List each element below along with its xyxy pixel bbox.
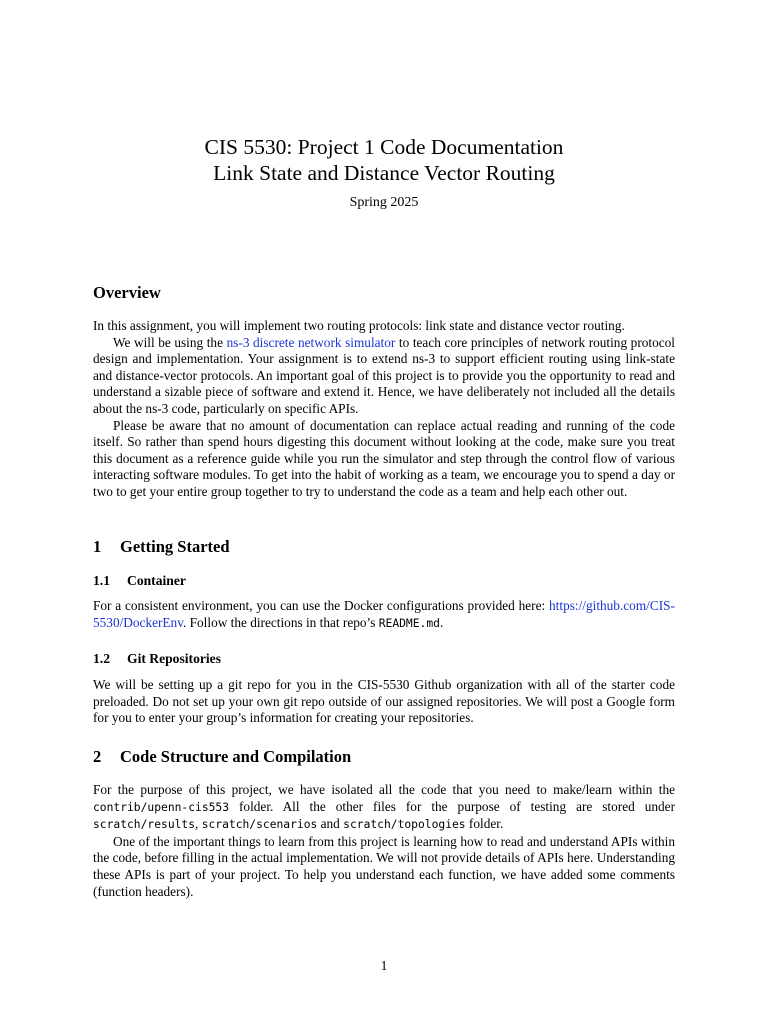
code-structure-text-a: For the purpose of this project, we have isolated all the code that you need to make/learn within the bbox=[93, 782, 675, 797]
code-structure-text-b: folder. All the other files for the purpose of testing are stored under bbox=[229, 798, 675, 814]
code-structure-text-c: , bbox=[195, 816, 202, 832]
code-structure-paragraph-2: One of the important things to learn from this project is learning how to read and understand APIs within the code, before filling in the actual implementation. We will not provide details of APIs here. Understanding these APIs is part of your project. To help you understand each function, we have added some comments (function headers). bbox=[93, 833, 675, 899]
section-1-title: Getting Started bbox=[120, 537, 230, 556]
readme-code: README.md bbox=[378, 616, 440, 630]
overview-p2-post: to teach core principles of network routing protocol design and implementation. Your assignment is to extend ns-3 to support efficient routing using link-state and distance-vector protocols. An important goal of this project is to provide you the opportunity to read and understand a sizable piece of software and extend it. Hence, we have deliberately not included all the details about the ns-3 code, particularly on specific APIs. bbox=[93, 334, 675, 416]
subsection-1-1-body bbox=[93, 598, 675, 632]
container-paragraph bbox=[93, 598, 675, 632]
git-repos-paragraph: We will be setting up a git repo for you in the CIS-5530 Github organization with all of the starter code preloaded. Do not set up your own git repo outside of our assigned repositories. We will post a Google form for you to enter your group’s information for creating your repositories. bbox=[93, 677, 675, 726]
section-1-number: 1 bbox=[93, 537, 102, 556]
overview-paragraph-3: Please be aware that no amount of documentation can replace actual reading and running of the code itself. So rather than spend hours digesting this document without looking at the code, make sure you treat this document as a reference guide while you run the simulator and step through the control flow of various interacting software modules. To get into the habit of working as a team, we encourage you to spend a day or two to get your entire group together to try to understand the code as a team and help each other out. bbox=[93, 417, 675, 499]
code-structure-text-e: folder. bbox=[465, 816, 504, 832]
subsection-1-1-heading bbox=[93, 573, 675, 590]
section-2-heading bbox=[93, 749, 675, 766]
overview-body bbox=[93, 318, 675, 501]
container-text-post: . bbox=[439, 614, 444, 630]
subsection-1-2-number: 1.2 bbox=[93, 651, 110, 666]
section-2-number: 2 bbox=[93, 747, 102, 766]
overview-p2-pre: We will be using the bbox=[113, 334, 227, 350]
topologies-folder-code: scratch/topologies bbox=[343, 818, 466, 832]
section-2-title: Code Structure and Compilation bbox=[120, 747, 352, 766]
ns3-simulator-link[interactable]: ns-3 discrete network simulator bbox=[226, 334, 396, 350]
section-1-heading bbox=[93, 539, 675, 556]
title-line-2: Link State and Distance Vector Routing bbox=[213, 161, 555, 185]
subsection-1-1-number: 1.1 bbox=[93, 573, 110, 588]
results-folder-code: scratch/results bbox=[93, 818, 196, 832]
subsection-1-2-heading bbox=[93, 651, 675, 668]
page-number: 1 bbox=[380, 958, 388, 973]
container-text-pre: For a consistent environment, you can use the Docker configurations provided here: bbox=[93, 598, 550, 613]
title-block bbox=[0, 134, 768, 211]
code-structure-paragraph-1 bbox=[93, 782, 675, 834]
contrib-folder-code: contrib/upenn-cis553 bbox=[93, 800, 230, 814]
container-text-mid: . Follow the directions in that repo’s bbox=[182, 614, 379, 630]
scenarios-folder-code: scratch/scenarios bbox=[201, 818, 318, 832]
date: Spring 2025 bbox=[349, 195, 419, 210]
section-2-body bbox=[93, 782, 675, 900]
overview-paragraph-2 bbox=[93, 335, 675, 418]
subsection-1-2-title: Git Repositories bbox=[127, 651, 222, 666]
overview-paragraph-1: In this assignment, you will implement two routing protocols: link state and distance vector routing. bbox=[93, 318, 625, 333]
subsection-1-1-title: Container bbox=[127, 573, 186, 588]
docker-env-link[interactable]: https://github.com/CIS-5530/DockerEnv bbox=[93, 598, 675, 630]
overview-section bbox=[93, 285, 675, 302]
subsection-1-2-body bbox=[93, 677, 675, 727]
code-structure-text-d: and bbox=[317, 816, 344, 832]
overview-heading: Overview bbox=[93, 283, 161, 302]
title-line-1: CIS 5530: Project 1 Code Documentation bbox=[204, 135, 564, 159]
